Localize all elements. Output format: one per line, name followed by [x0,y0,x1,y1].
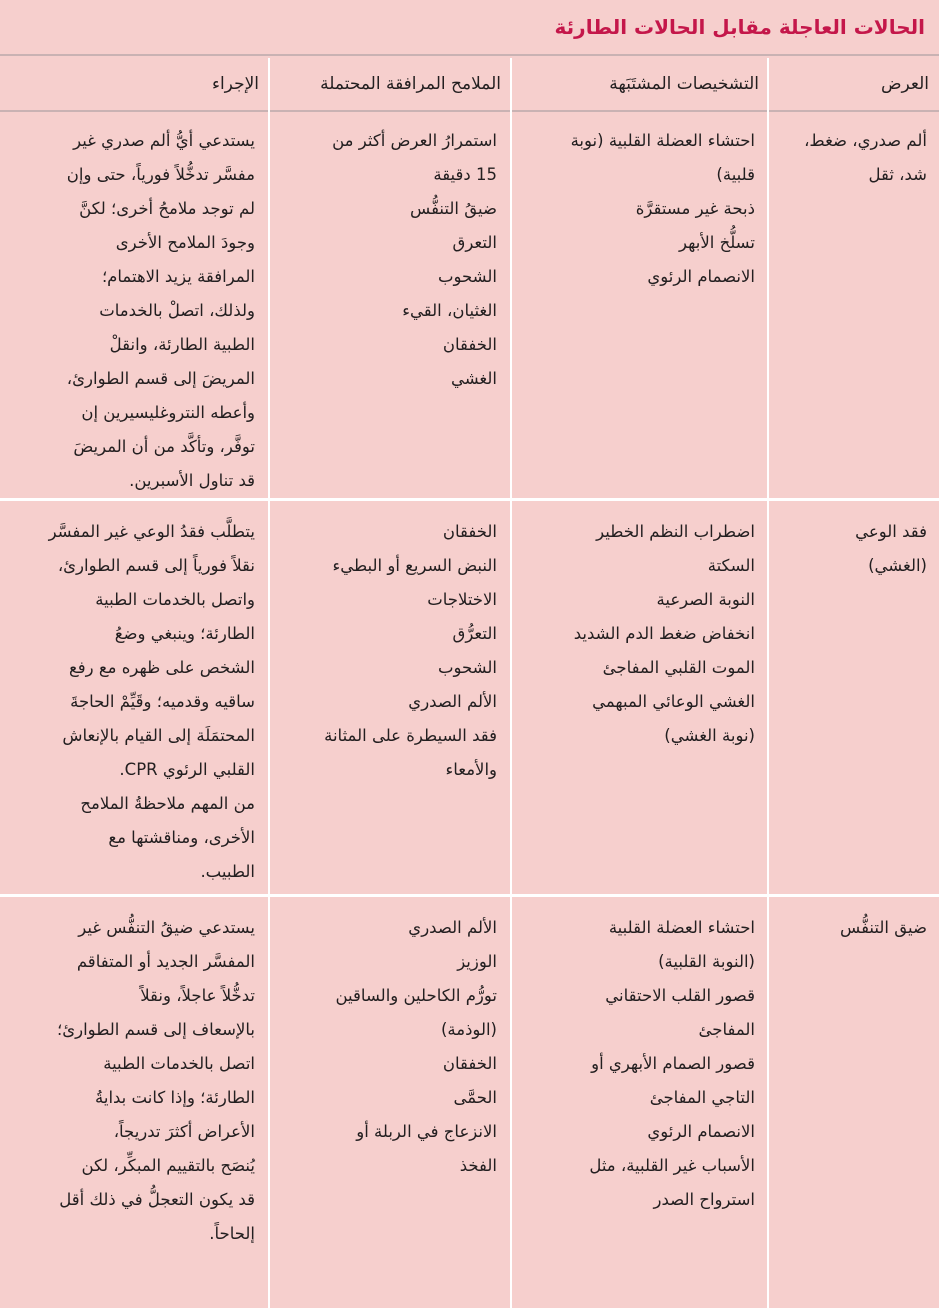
text-line: الحمَّى [453,1088,497,1107]
text-line: يستدعي أيُّ ألم صدري غير [73,131,255,150]
text-line: الطبيب. [200,862,255,881]
text-line: يُنصَح بالتقييم المبكِّر، لكن [81,1156,255,1175]
text-line: المريضَ إلى قسم الطوارئ، [66,369,255,388]
text-line: وأعطه النتروغليسيرين إن [81,403,255,422]
text-line: احتشاء العضلة القلبية (نوبة [570,131,755,150]
text-line: التاجي المفاجئ [649,1088,755,1107]
text-line: استرواح الصدر [653,1190,755,1209]
text-line: اضطراب النظم الخطير [596,522,755,541]
text-line: المفاجئ [698,1020,755,1039]
cell-symptom [769,112,939,498]
cell-action [0,899,267,1308]
text-line: تورُّم الكاحلين والساقين [335,986,497,1005]
text-line: التعرق [452,233,497,252]
text-line: (الوذمة) [440,1020,497,1039]
cell-features [269,112,509,498]
text-line: إلحاحاً. [209,1224,255,1243]
header-symptom: العرض [880,74,929,94]
header-diagnoses: التشخيصات المشتَبَهة [609,74,759,94]
text-line: الأعراض أكثرَ تدريجاً، [113,1122,255,1141]
text-line: الألم الصدري [408,918,497,937]
text-line: الطارئة؛ وينبغي وضعُ [114,624,255,643]
text-line: الأخرى، ومناقشتها مع [108,828,255,847]
text-line: يتطلَّب فقدُ الوعي غير المفسَّر [48,522,255,541]
text-line: تسلُّخ الأبهر [679,233,755,252]
text-line: قد تناول الأسبرين. [129,471,255,490]
text-line: الطارئة؛ وإذا كانت بدايةُ [95,1088,255,1107]
cell-symptom [769,899,939,1308]
table-row [0,503,939,893]
text-line: ذبحة غير مستقرَّة [635,199,755,218]
text-line: الفخذ [459,1156,497,1175]
cell-symptom [769,503,939,893]
text-line: لم توجد ملامحُ أخرى؛ لكنَّ [79,199,255,218]
text-line: ألم صدري، ضغط، [804,131,927,150]
text-line: استمرارُ العرض أكثر من [332,131,497,150]
text-line: احتشاء العضلة القلبية [608,918,755,937]
text-line: تدخُّلاً عاجلاً، ونقلاً [140,986,255,1005]
text-line: النبض السريع أو البطيء [332,556,497,575]
text-line: ساقيه وقدميه؛ وقَيِّمْ الحاجةَ [70,692,255,711]
text-line: التعرُّق [452,624,497,643]
text-line: الانزعاج في الربلة أو [356,1122,497,1141]
text-line: اتصل بالخدمات الطبية [103,1054,255,1073]
text-line: المفسَّر الجديد أو المتفاقم [76,952,255,971]
text-line: (النوبة القلبية) [658,952,755,971]
text-line: قد يكون التعجلُّ في ذلك أقل [59,1190,255,1209]
text-line: الألم الصدري [408,692,497,711]
text-line: ضيقُ التنفُّس [410,199,497,218]
text-line: الغثيان، القيء [402,301,497,320]
text-line: الشخص على ظهره مع رفع [69,658,255,677]
row-divider [0,894,939,897]
cell-action [0,112,267,498]
cell-diagnoses [511,899,767,1308]
text-line: الطبية الطارئة، وانقلْ [109,335,255,354]
cell-action [0,503,267,893]
header-action: الإجراء [211,74,259,94]
text-line: الانصمام الرئوي [647,1122,755,1141]
cell-features [269,899,509,1308]
text-line: الوزيز [457,952,497,971]
text-line: الخفقان [442,1054,497,1073]
text-line: (الغشي) [868,556,927,575]
cell-diagnoses [511,503,767,893]
text-line: الشحوب [437,267,497,286]
text-line: فقد السيطرة على المثانة [324,726,497,745]
text-line: الموت القلبي المفاجئ [602,658,755,677]
text-line: قصور الصمام الأبهري أو [591,1054,755,1073]
text-line: بالإسعاف إلى قسم الطوارئ؛ [56,1020,255,1039]
text-line: الغشي [450,369,497,388]
text-line: من المهم ملاحظةُ الملامح [80,794,255,813]
text-line: شد، ثقل [868,165,927,184]
text-line: واتصل بالخدمات الطبية [95,590,255,609]
cell-diagnoses [511,112,767,498]
text-line: قلبية) [716,165,755,184]
text-line: فقد الوعي [855,522,927,541]
text-line: الاختلاجات [427,590,497,609]
text-line: المرافقة يزيد الاهتمام؛ [101,267,255,286]
table-header-row [0,58,939,112]
table-row [0,112,939,498]
table-row [0,899,939,1308]
header-features: الملامح المرافقة المحتملة [320,74,501,94]
row-divider [0,498,939,501]
text-line: وجودَ الملامح الأخرى [115,233,255,252]
text-line: السكتة [707,556,755,575]
text-line: يستدعي ضيقُ التنفُّس غير [78,918,255,937]
text-line: قصور القلب الاحتقاني [605,986,755,1005]
text-line: النوبة الصرعية [656,590,755,609]
text-line: 15 دقيقة [433,165,497,184]
text-line: توفَّر، وتأكَّد من أن المريضَ [73,437,255,456]
text-line: الشحوب [437,658,497,677]
text-line: نقلاً فورياً إلى قسم الطوارئ، [57,556,255,575]
text-line: المحتمَلَة إلى القيام بالإنعاش [62,726,255,745]
text-line: الغشي الوعائي المبهمي [592,692,755,711]
text-line: الأسباب غير القلبية، مثل [589,1156,755,1175]
cell-features [269,503,509,893]
text-line: القلبي الرئوي CPR. [119,760,255,779]
text-line: مفسَّر تدخُّلاً فورياً، حتى وإن [66,165,255,184]
text-line: الخفقان [442,335,497,354]
text-line: والأمعاء [445,760,497,779]
table-title: الحالات العاجلة مقابل الحالات الطارئة [0,0,939,56]
text-line: ولذلك، اتصلْ بالخدمات [99,301,255,320]
text-line: (نوبة الغشي) [664,726,755,745]
text-line: ضيق التنفُّس [840,918,927,937]
text-line: انخفاض ضغط الدم الشديد [573,624,755,643]
text-line: الانصمام الرئوي [647,267,755,286]
text-line: الخفقان [442,522,497,541]
